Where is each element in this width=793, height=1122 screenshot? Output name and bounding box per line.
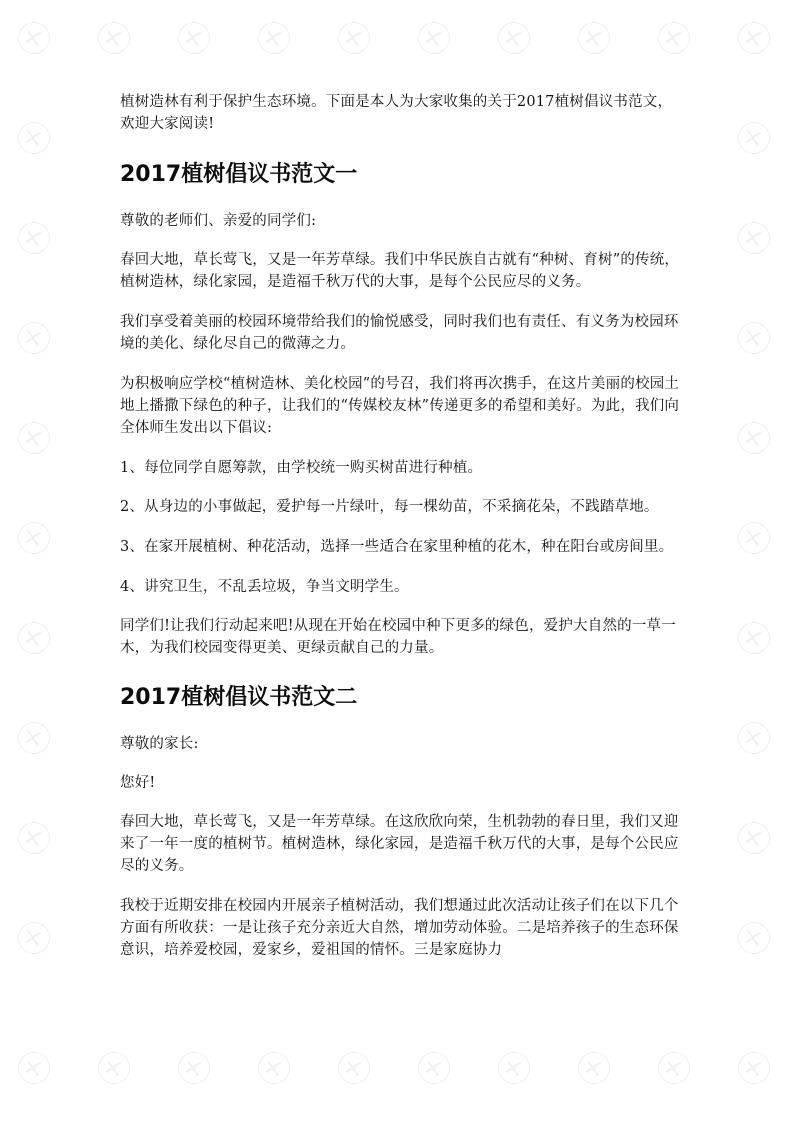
watermark-icon <box>92 1046 137 1091</box>
watermark-icon <box>572 16 617 61</box>
list-item: 1、每位同学自愿筹款，由学校统一购买树苗进行种植。 <box>120 460 483 476</box>
watermark-icon <box>732 616 777 661</box>
watermark-icon <box>652 1046 697 1091</box>
watermark-icon <box>732 216 777 261</box>
watermark-icon <box>412 16 457 61</box>
list-item: 4、讲究卫生，不乱丢垃圾，争当文明学生。 <box>120 579 409 595</box>
watermark-icon <box>732 416 777 461</box>
watermark-icon <box>12 416 57 461</box>
watermark-icon <box>332 1046 377 1091</box>
watermark-icon <box>732 516 777 561</box>
closing-paragraph: 同学们!让我们行动起来吧!从现在开始在校园中种下更多的绿色，爱护大自然的一草一木，为我们校园变得更美、更绿贡献自己的力量。 <box>120 618 676 656</box>
watermark-icon <box>732 716 777 761</box>
watermark-icon <box>172 1046 217 1091</box>
watermark-icon <box>12 316 57 361</box>
section-heading: 2017植树倡议书范文一 <box>120 162 358 187</box>
watermark-icon <box>412 1046 457 1091</box>
watermark-icon <box>12 916 57 961</box>
document-content <box>120 91 680 961</box>
watermark-icon <box>572 1046 617 1091</box>
watermark-icon <box>732 1046 777 1091</box>
watermark-icon <box>12 716 57 761</box>
watermark-icon <box>332 16 377 61</box>
watermark-icon <box>12 16 57 61</box>
salutation: 尊敬的老师们、亲爱的同学们: <box>120 213 317 229</box>
watermark-icon <box>732 816 777 861</box>
watermark-icon <box>12 216 57 261</box>
paragraph: 我们享受着美丽的校园环境带给我们的愉悦感受，同时我们也有责任、有义务为校园环境的美化、绿化尽自己的微薄之力。 <box>120 314 679 352</box>
list-item: 2、从身边的小事做起，爱护每一片绿叶，每一棵幼苗，不采摘花朵，不践踏草地。 <box>120 499 659 515</box>
watermark-icon <box>12 516 57 561</box>
watermark-icon <box>12 1046 57 1091</box>
section-heading: 2017植树倡议书范文二 <box>120 685 358 710</box>
watermark-icon <box>652 16 697 61</box>
salutation: 尊敬的家长: <box>120 736 199 752</box>
intro-paragraph: 植树造林有利于保护生态环境。下面是本人为大家收集的关于2017植树倡议书范文，欢迎大家阅读! <box>120 94 673 132</box>
watermark-icon <box>252 16 297 61</box>
paragraph: 春回大地，草长莺飞，又是一年芳草绿。在这欣欣向荣，生机勃勃的春日里，我们又迎来了一年一度的植树节。植树造林，绿化家园，是造福千秋万代的大事，是每个公民应尽的义务。 <box>120 814 679 874</box>
watermark-icon <box>732 116 777 161</box>
paragraph: 春回大地，草长莺飞，又是一年芳草绿。我们中华民族自古就有“种树、育树”的传统，植树造林，绿化家园，是造福千秋万代的大事，是每个公民应尽的义务。 <box>120 252 680 290</box>
list-item: 3、在家开展植树、种花活动，选择一些适合在家里种植的花木，种在阳台或房间里。 <box>120 539 674 555</box>
watermark-icon <box>12 116 57 161</box>
greeting: 您好! <box>120 775 156 791</box>
paragraph: 为积极响应学校“植树造林、美化校园”的号召，我们将再次携手，在这片美丽的校园土地上播撒下绿色的种子，让我们的“传媒校友林”传递更多的希望和美好。为此，我们向全体师生发出以下倡议: <box>120 376 680 436</box>
watermark-icon <box>172 16 217 61</box>
watermark-icon <box>92 16 137 61</box>
watermark-icon <box>12 616 57 661</box>
watermark-icon <box>732 16 777 61</box>
watermark-icon <box>732 916 777 961</box>
watermark-icon <box>492 16 537 61</box>
watermark-icon <box>732 316 777 361</box>
watermark-icon <box>252 1046 297 1091</box>
paragraph: 我校于近期安排在校园内开展亲子植树活动，我们想通过此次活动让孩子们在以下几个方面有所收获：一是让孩子充分亲近大自然，增加劳动体验。二是培养孩子的生态环保意识，培养爱校园，爱家乡，爱祖国的情怀。三是家庭协力 <box>120 898 679 958</box>
watermark-icon <box>12 816 57 861</box>
watermark-icon <box>492 1046 537 1091</box>
